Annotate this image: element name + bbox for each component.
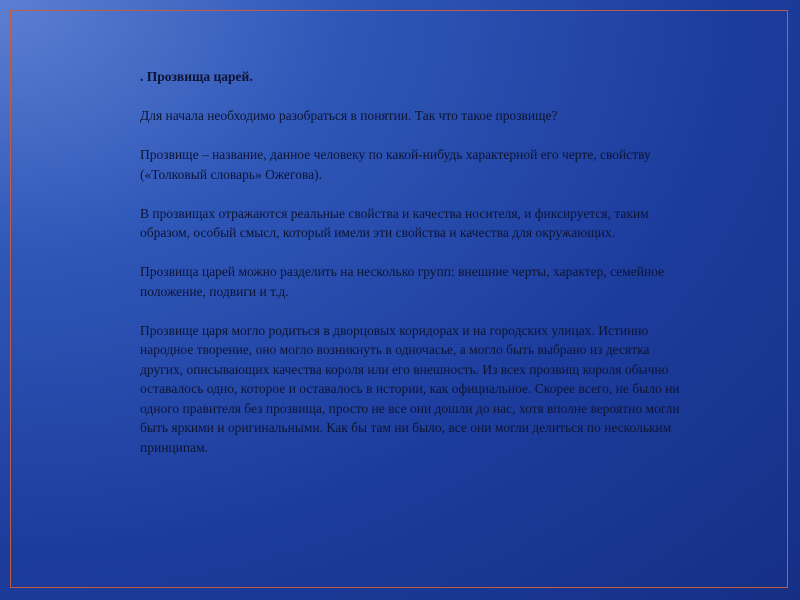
slide-text-block xyxy=(140,67,680,477)
paragraph-meaning: В прозвищах отражаются реальные свойства и качества носителя, и фиксируется, таким образом, особый смысл, который имели эти свойства и качества для окружающих. xyxy=(140,205,649,240)
paragraph-definition-intro: Для начала необходимо разобраться в понятии. Так что такое прозвище? xyxy=(140,108,558,123)
paragraph-groups: Прозвища царей можно разделить на несколько групп: внешние черты, характер, семейное положение, подвиги и т.д. xyxy=(140,264,665,299)
paragraph-definition: Прозвище – название, данное человеку по какой-нибудь характерной его черте, свойству («Толковый словарь» Ожегова). xyxy=(140,147,651,182)
slide-heading: . Прозвища царей. xyxy=(140,69,253,84)
paragraph-origin: Прозвище царя могло родиться в дворцовых коридорах и на городских улицах. Истинно народное творение, оно могло возникнуть в одночасье, а могло быть выбрано из десятка других, описывающих качества короля или его внешность. Из всех прозвищ короля обычно оставалось одно, которое и оставалось в истории, как официальное. Скорее всего, не было ни одного правителя без прозвища, просто не все они дошли до нас, хотя вполне вероятно могли быть яркими и оригинальными. Как бы там ни было, все они могли делиться по нескольким принципам. xyxy=(140,322,680,455)
